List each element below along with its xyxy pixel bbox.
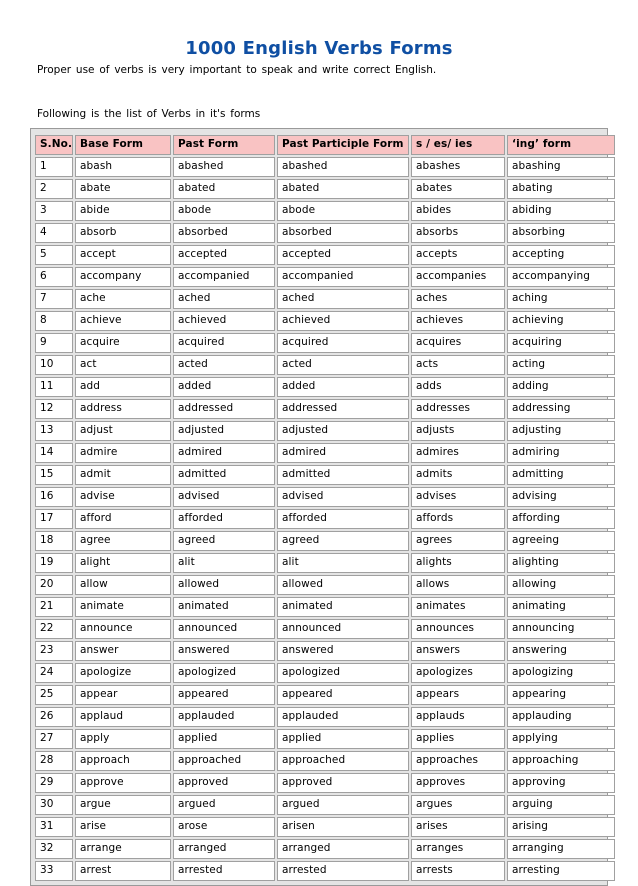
- cell-past-participle: arisen: [277, 817, 409, 837]
- cell-past-participle: accepted: [277, 245, 409, 265]
- cell-base-form: argue: [75, 795, 171, 815]
- cell-base-form: approach: [75, 751, 171, 771]
- cell-past-participle: agreed: [277, 531, 409, 551]
- cell-ing-form: abating: [507, 179, 615, 199]
- cell-past-form: admitted: [173, 465, 275, 485]
- cell-past-form: abode: [173, 201, 275, 221]
- cell-past-participle: appeared: [277, 685, 409, 705]
- cell-base-form: agree: [75, 531, 171, 551]
- cell-base-form: add: [75, 377, 171, 397]
- cell-past-form: ached: [173, 289, 275, 309]
- cell-ing-form: accompanying: [507, 267, 615, 287]
- cell-ing-form: absorbing: [507, 223, 615, 243]
- cell-base-form: apply: [75, 729, 171, 749]
- table-row: [35, 795, 615, 815]
- header-ing-form: ‘ing’ form: [507, 135, 615, 155]
- cell-base-form: accept: [75, 245, 171, 265]
- cell-ing-form: appearing: [507, 685, 615, 705]
- cell-serial-number: 14: [35, 443, 73, 463]
- table-row: [35, 399, 615, 419]
- cell-base-form: apologize: [75, 663, 171, 683]
- cell-past-participle: approached: [277, 751, 409, 771]
- cell-past-form: announced: [173, 619, 275, 639]
- cell-past-participle: ached: [277, 289, 409, 309]
- cell-serial-number: 31: [35, 817, 73, 837]
- cell-serial-number: 1: [35, 157, 73, 177]
- cell-s-es-ies: affords: [411, 509, 505, 529]
- cell-ing-form: arguing: [507, 795, 615, 815]
- cell-past-form: answered: [173, 641, 275, 661]
- cell-past-participle: addressed: [277, 399, 409, 419]
- table-row: [35, 179, 615, 199]
- cell-base-form: ache: [75, 289, 171, 309]
- cell-past-participle: accompanied: [277, 267, 409, 287]
- cell-s-es-ies: accompanies: [411, 267, 505, 287]
- table-body: [35, 157, 615, 881]
- cell-s-es-ies: abides: [411, 201, 505, 221]
- cell-s-es-ies: accepts: [411, 245, 505, 265]
- cell-past-form: acted: [173, 355, 275, 375]
- cell-s-es-ies: animates: [411, 597, 505, 617]
- cell-base-form: address: [75, 399, 171, 419]
- cell-past-participle: announced: [277, 619, 409, 639]
- cell-past-form: adjusted: [173, 421, 275, 441]
- cell-past-form: abated: [173, 179, 275, 199]
- cell-base-form: act: [75, 355, 171, 375]
- cell-s-es-ies: aches: [411, 289, 505, 309]
- cell-past-form: allowed: [173, 575, 275, 595]
- document-title: 1000 English Verbs Forms: [185, 38, 453, 59]
- cell-ing-form: accepting: [507, 245, 615, 265]
- cell-past-participle: admitted: [277, 465, 409, 485]
- cell-ing-form: addressing: [507, 399, 615, 419]
- cell-serial-number: 2: [35, 179, 73, 199]
- cell-s-es-ies: answers: [411, 641, 505, 661]
- cell-ing-form: applauding: [507, 707, 615, 727]
- cell-serial-number: 32: [35, 839, 73, 859]
- cell-past-participle: animated: [277, 597, 409, 617]
- cell-base-form: arrest: [75, 861, 171, 881]
- cell-past-form: animated: [173, 597, 275, 617]
- table-row: [35, 267, 615, 287]
- cell-serial-number: 10: [35, 355, 73, 375]
- cell-ing-form: alighting: [507, 553, 615, 573]
- cell-ing-form: affording: [507, 509, 615, 529]
- cell-past-participle: approved: [277, 773, 409, 793]
- table-row: [35, 773, 615, 793]
- cell-ing-form: admitting: [507, 465, 615, 485]
- table-row: [35, 839, 615, 859]
- cell-base-form: arrange: [75, 839, 171, 859]
- table-row: [35, 509, 615, 529]
- table-row: [35, 355, 615, 375]
- cell-base-form: accompany: [75, 267, 171, 287]
- table-row: [35, 311, 615, 331]
- cell-past-participle: answered: [277, 641, 409, 661]
- cell-base-form: adjust: [75, 421, 171, 441]
- cell-past-form: apologized: [173, 663, 275, 683]
- header-past-participle-form: Past Participle Form: [277, 135, 409, 155]
- cell-ing-form: animating: [507, 597, 615, 617]
- cell-past-participle: allowed: [277, 575, 409, 595]
- cell-serial-number: 27: [35, 729, 73, 749]
- cell-serial-number: 28: [35, 751, 73, 771]
- cell-past-participle: acquired: [277, 333, 409, 353]
- table-row: [35, 619, 615, 639]
- cell-s-es-ies: abates: [411, 179, 505, 199]
- cell-past-form: achieved: [173, 311, 275, 331]
- table-header-row: [35, 135, 615, 155]
- cell-past-form: added: [173, 377, 275, 397]
- document-subtitle: Proper use of verbs is very important to speak and write correct English.: [37, 64, 437, 76]
- header-serial-number: S.No.: [35, 135, 73, 155]
- cell-base-form: alight: [75, 553, 171, 573]
- cell-past-form: acquired: [173, 333, 275, 353]
- cell-past-participle: advised: [277, 487, 409, 507]
- cell-serial-number: 13: [35, 421, 73, 441]
- cell-serial-number: 11: [35, 377, 73, 397]
- cell-s-es-ies: argues: [411, 795, 505, 815]
- cell-base-form: allow: [75, 575, 171, 595]
- cell-ing-form: adjusting: [507, 421, 615, 441]
- cell-s-es-ies: approves: [411, 773, 505, 793]
- cell-serial-number: 9: [35, 333, 73, 353]
- cell-past-participle: apologized: [277, 663, 409, 683]
- cell-past-form: absorbed: [173, 223, 275, 243]
- cell-s-es-ies: arranges: [411, 839, 505, 859]
- cell-s-es-ies: advises: [411, 487, 505, 507]
- cell-base-form: answer: [75, 641, 171, 661]
- cell-ing-form: answering: [507, 641, 615, 661]
- cell-base-form: appear: [75, 685, 171, 705]
- cell-ing-form: abiding: [507, 201, 615, 221]
- cell-serial-number: 30: [35, 795, 73, 815]
- header-s-es-ies-form: s / es/ ies: [411, 135, 505, 155]
- cell-past-form: agreed: [173, 531, 275, 551]
- table-row: [35, 641, 615, 661]
- cell-past-participle: adjusted: [277, 421, 409, 441]
- cell-ing-form: approving: [507, 773, 615, 793]
- cell-s-es-ies: abashes: [411, 157, 505, 177]
- cell-past-participle: absorbed: [277, 223, 409, 243]
- table-row: [35, 751, 615, 771]
- cell-base-form: arise: [75, 817, 171, 837]
- cell-serial-number: 8: [35, 311, 73, 331]
- header-past-form: Past Form: [173, 135, 275, 155]
- cell-past-form: arrested: [173, 861, 275, 881]
- cell-base-form: acquire: [75, 333, 171, 353]
- cell-past-participle: added: [277, 377, 409, 397]
- table-row: [35, 685, 615, 705]
- cell-past-participle: abated: [277, 179, 409, 199]
- cell-past-participle: applauded: [277, 707, 409, 727]
- cell-past-form: abashed: [173, 157, 275, 177]
- cell-past-participle: abode: [277, 201, 409, 221]
- cell-s-es-ies: apologizes: [411, 663, 505, 683]
- cell-s-es-ies: allows: [411, 575, 505, 595]
- cell-base-form: admire: [75, 443, 171, 463]
- table-row: [35, 465, 615, 485]
- cell-past-form: arose: [173, 817, 275, 837]
- cell-base-form: achieve: [75, 311, 171, 331]
- cell-ing-form: advising: [507, 487, 615, 507]
- table-row: [35, 377, 615, 397]
- cell-serial-number: 24: [35, 663, 73, 683]
- cell-past-form: applauded: [173, 707, 275, 727]
- cell-base-form: advise: [75, 487, 171, 507]
- cell-past-form: alit: [173, 553, 275, 573]
- table-row: [35, 575, 615, 595]
- table-row: [35, 289, 615, 309]
- table-row: [35, 817, 615, 837]
- cell-past-participle: arranged: [277, 839, 409, 859]
- cell-s-es-ies: adjusts: [411, 421, 505, 441]
- table-row: [35, 421, 615, 441]
- table-row: [35, 245, 615, 265]
- cell-s-es-ies: absorbs: [411, 223, 505, 243]
- cell-past-participle: argued: [277, 795, 409, 815]
- cell-ing-form: arranging: [507, 839, 615, 859]
- cell-ing-form: abashing: [507, 157, 615, 177]
- table-row: [35, 729, 615, 749]
- cell-serial-number: 22: [35, 619, 73, 639]
- table-row: [35, 597, 615, 617]
- cell-serial-number: 17: [35, 509, 73, 529]
- table-row: [35, 861, 615, 881]
- table-row: [35, 443, 615, 463]
- cell-serial-number: 6: [35, 267, 73, 287]
- cell-ing-form: arising: [507, 817, 615, 837]
- cell-serial-number: 18: [35, 531, 73, 551]
- cell-past-form: afforded: [173, 509, 275, 529]
- cell-serial-number: 29: [35, 773, 73, 793]
- table-row: [35, 531, 615, 551]
- cell-s-es-ies: alights: [411, 553, 505, 573]
- cell-past-form: arranged: [173, 839, 275, 859]
- cell-ing-form: allowing: [507, 575, 615, 595]
- cell-serial-number: 21: [35, 597, 73, 617]
- table-row: [35, 157, 615, 177]
- cell-ing-form: adding: [507, 377, 615, 397]
- cell-past-form: admired: [173, 443, 275, 463]
- cell-past-participle: admired: [277, 443, 409, 463]
- cell-base-form: approve: [75, 773, 171, 793]
- cell-past-form: advised: [173, 487, 275, 507]
- cell-s-es-ies: acquires: [411, 333, 505, 353]
- cell-serial-number: 7: [35, 289, 73, 309]
- cell-base-form: animate: [75, 597, 171, 617]
- cell-past-form: argued: [173, 795, 275, 815]
- cell-serial-number: 26: [35, 707, 73, 727]
- cell-ing-form: approaching: [507, 751, 615, 771]
- cell-past-form: approached: [173, 751, 275, 771]
- table-row: [35, 223, 615, 243]
- cell-ing-form: apologizing: [507, 663, 615, 683]
- table-row: [35, 333, 615, 353]
- cell-serial-number: 20: [35, 575, 73, 595]
- cell-base-form: abash: [75, 157, 171, 177]
- intro-text: Following is the list of Verbs in it's forms: [37, 108, 261, 120]
- cell-s-es-ies: addresses: [411, 399, 505, 419]
- cell-ing-form: arresting: [507, 861, 615, 881]
- cell-ing-form: announcing: [507, 619, 615, 639]
- cell-base-form: announce: [75, 619, 171, 639]
- cell-ing-form: acting: [507, 355, 615, 375]
- cell-s-es-ies: announces: [411, 619, 505, 639]
- cell-base-form: abide: [75, 201, 171, 221]
- table-row: [35, 201, 615, 221]
- cell-serial-number: 4: [35, 223, 73, 243]
- cell-serial-number: 3: [35, 201, 73, 221]
- cell-ing-form: agreeing: [507, 531, 615, 551]
- cell-base-form: admit: [75, 465, 171, 485]
- cell-past-form: applied: [173, 729, 275, 749]
- cell-base-form: absorb: [75, 223, 171, 243]
- cell-ing-form: applying: [507, 729, 615, 749]
- cell-ing-form: acquiring: [507, 333, 615, 353]
- cell-past-participle: arrested: [277, 861, 409, 881]
- cell-s-es-ies: acts: [411, 355, 505, 375]
- cell-base-form: abate: [75, 179, 171, 199]
- cell-base-form: applaud: [75, 707, 171, 727]
- cell-s-es-ies: agrees: [411, 531, 505, 551]
- cell-ing-form: aching: [507, 289, 615, 309]
- cell-past-form: accompanied: [173, 267, 275, 287]
- table-row: [35, 487, 615, 507]
- cell-s-es-ies: arises: [411, 817, 505, 837]
- table-row: [35, 553, 615, 573]
- cell-s-es-ies: applies: [411, 729, 505, 749]
- cell-s-es-ies: arrests: [411, 861, 505, 881]
- cell-s-es-ies: appears: [411, 685, 505, 705]
- cell-serial-number: 33: [35, 861, 73, 881]
- header-base-form: Base Form: [75, 135, 171, 155]
- cell-past-form: appeared: [173, 685, 275, 705]
- cell-past-participle: achieved: [277, 311, 409, 331]
- cell-past-form: accepted: [173, 245, 275, 265]
- cell-past-participle: alit: [277, 553, 409, 573]
- cell-past-participle: abashed: [277, 157, 409, 177]
- cell-s-es-ies: approaches: [411, 751, 505, 771]
- cell-s-es-ies: adds: [411, 377, 505, 397]
- cell-ing-form: achieving: [507, 311, 615, 331]
- verbs-table: [33, 133, 617, 883]
- cell-s-es-ies: achieves: [411, 311, 505, 331]
- cell-ing-form: admiring: [507, 443, 615, 463]
- cell-base-form: afford: [75, 509, 171, 529]
- cell-past-participle: applied: [277, 729, 409, 749]
- table-row: [35, 707, 615, 727]
- cell-serial-number: 5: [35, 245, 73, 265]
- cell-s-es-ies: applauds: [411, 707, 505, 727]
- cell-serial-number: 16: [35, 487, 73, 507]
- cell-serial-number: 15: [35, 465, 73, 485]
- cell-serial-number: 23: [35, 641, 73, 661]
- cell-s-es-ies: admires: [411, 443, 505, 463]
- verbs-table-container: [30, 128, 608, 886]
- cell-past-form: addressed: [173, 399, 275, 419]
- cell-serial-number: 12: [35, 399, 73, 419]
- cell-serial-number: 19: [35, 553, 73, 573]
- cell-serial-number: 25: [35, 685, 73, 705]
- cell-past-participle: acted: [277, 355, 409, 375]
- cell-past-participle: afforded: [277, 509, 409, 529]
- table-row: [35, 663, 615, 683]
- cell-s-es-ies: admits: [411, 465, 505, 485]
- cell-past-form: approved: [173, 773, 275, 793]
